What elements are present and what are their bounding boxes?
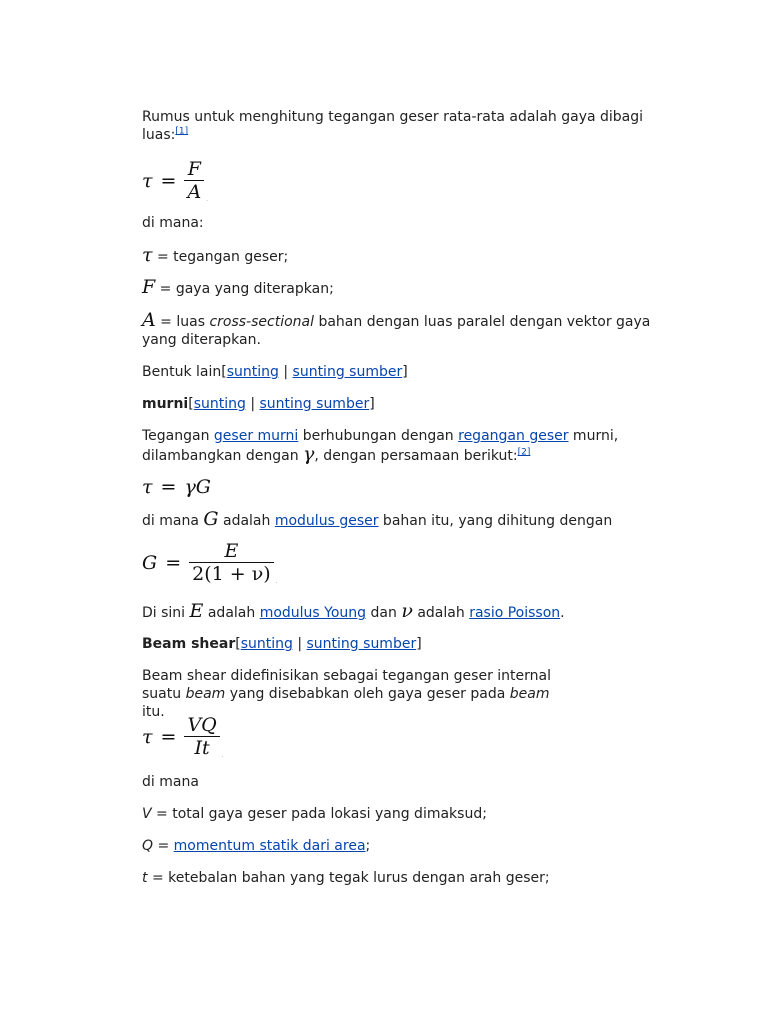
symbol-f: F bbox=[142, 276, 156, 298]
definition-f: F = gaya yang diterapkan; bbox=[142, 276, 334, 298]
young-poisson-paragraph: Di sini E adalah modulus Young dan ν adalah rasio Poisson. bbox=[142, 600, 565, 622]
where-label-1: di mana: bbox=[142, 215, 204, 231]
equation-shear-stress: τ = $\frac{F}{A}$ . bbox=[142, 158, 209, 203]
definition-q: Q = momentum statik dari area; bbox=[142, 838, 371, 854]
where-label-2: di mana bbox=[142, 774, 199, 790]
citation-link-2[interactable]: [2] bbox=[517, 447, 531, 458]
edit-link[interactable]: sunting bbox=[193, 396, 246, 412]
intro-text: Rumus untuk menghitung tegangan geser rata-rata adalah gaya dibagi luas: bbox=[142, 109, 644, 143]
symbol-e: E bbox=[189, 600, 204, 622]
edit-source-link[interactable]: sunting sumber bbox=[292, 364, 403, 380]
shear-modulus-paragraph: di mana G adalah modulus geser bahan itu, yang dihitung dengan bbox=[142, 508, 613, 530]
link-shear-strain[interactable]: regangan geser bbox=[458, 428, 569, 444]
equation-shear-modulus: G = $\frac{E}{2(1 + \nu)}$ . bbox=[142, 540, 278, 585]
symbol-gamma: γ bbox=[303, 443, 315, 465]
symbol-v: V bbox=[142, 806, 152, 822]
intro-paragraph bbox=[142, 108, 662, 144]
eq3-fraction: $\frac{E}{2(1 + \nu)}$ bbox=[189, 540, 274, 585]
symbol-nu: ν bbox=[401, 600, 413, 622]
definition-tau: τ = tegangan geser; bbox=[142, 244, 289, 266]
link-pure-shear[interactable]: geser murni bbox=[213, 428, 299, 444]
definition-a: A = luas cross-sectional bahan dengan luas paralel dengan vektor gaya yang diterapkan. bbox=[142, 309, 651, 348]
beam-shear-paragraph: Beam shear didefinisikan sebagai tegangan geser internal suatu beam yang disebabkan oleh gaya geser pada beam itu. bbox=[142, 668, 551, 720]
edit-link[interactable]: sunting bbox=[226, 364, 279, 380]
definition-t: t = ketebalan bahan yang tegak lurus dengan arah geser; bbox=[142, 870, 550, 886]
eq1-lhs: τ bbox=[142, 169, 153, 192]
eq1-denominator: A bbox=[187, 181, 202, 203]
citation-link-1[interactable]: [1] bbox=[175, 126, 189, 137]
eq4-fraction: $\frac{VQ}{It}$ bbox=[184, 714, 219, 759]
edit-link[interactable]: sunting bbox=[240, 636, 293, 652]
section-heading-beam: Beam shear[sunting | sunting sumber] bbox=[142, 636, 422, 652]
section-heading-other: Bentuk lain[sunting | sunting sumber] bbox=[142, 364, 408, 380]
edit-source-link[interactable]: sunting sumber bbox=[306, 636, 417, 652]
section-heading-pure: murni[sunting | sunting sumber] bbox=[142, 396, 375, 412]
symbol-tau: τ bbox=[142, 244, 153, 266]
symbol-a: A bbox=[142, 309, 156, 331]
link-young-modulus[interactable]: modulus Young bbox=[259, 605, 367, 621]
symbol-q: Q bbox=[142, 838, 154, 854]
symbol-g: G bbox=[203, 508, 219, 530]
eq1-fraction bbox=[184, 158, 204, 203]
pure-shear-paragraph: Tegangan geser murni berhubungan dengan regangan geser murni, dilambangkan dengan γ, dengan persamaan berikut:[2] bbox=[142, 428, 619, 465]
equation-beam-shear: τ = $\frac{VQ}{It}$ . bbox=[142, 714, 224, 759]
link-static-moment[interactable]: momentum statik dari area bbox=[173, 838, 366, 854]
symbol-t: t bbox=[142, 870, 148, 886]
eq1-equals: = bbox=[160, 169, 177, 192]
equation-pure-shear: τ = γG bbox=[142, 476, 211, 498]
definition-v: V = total gaya geser pada lokasi yang dimaksud; bbox=[142, 806, 487, 822]
link-poisson-ratio[interactable]: rasio Poisson bbox=[469, 605, 561, 621]
eq1-numerator: F bbox=[187, 158, 201, 180]
link-shear-modulus[interactable]: modulus geser bbox=[274, 513, 379, 529]
edit-source-link[interactable]: sunting sumber bbox=[259, 396, 370, 412]
